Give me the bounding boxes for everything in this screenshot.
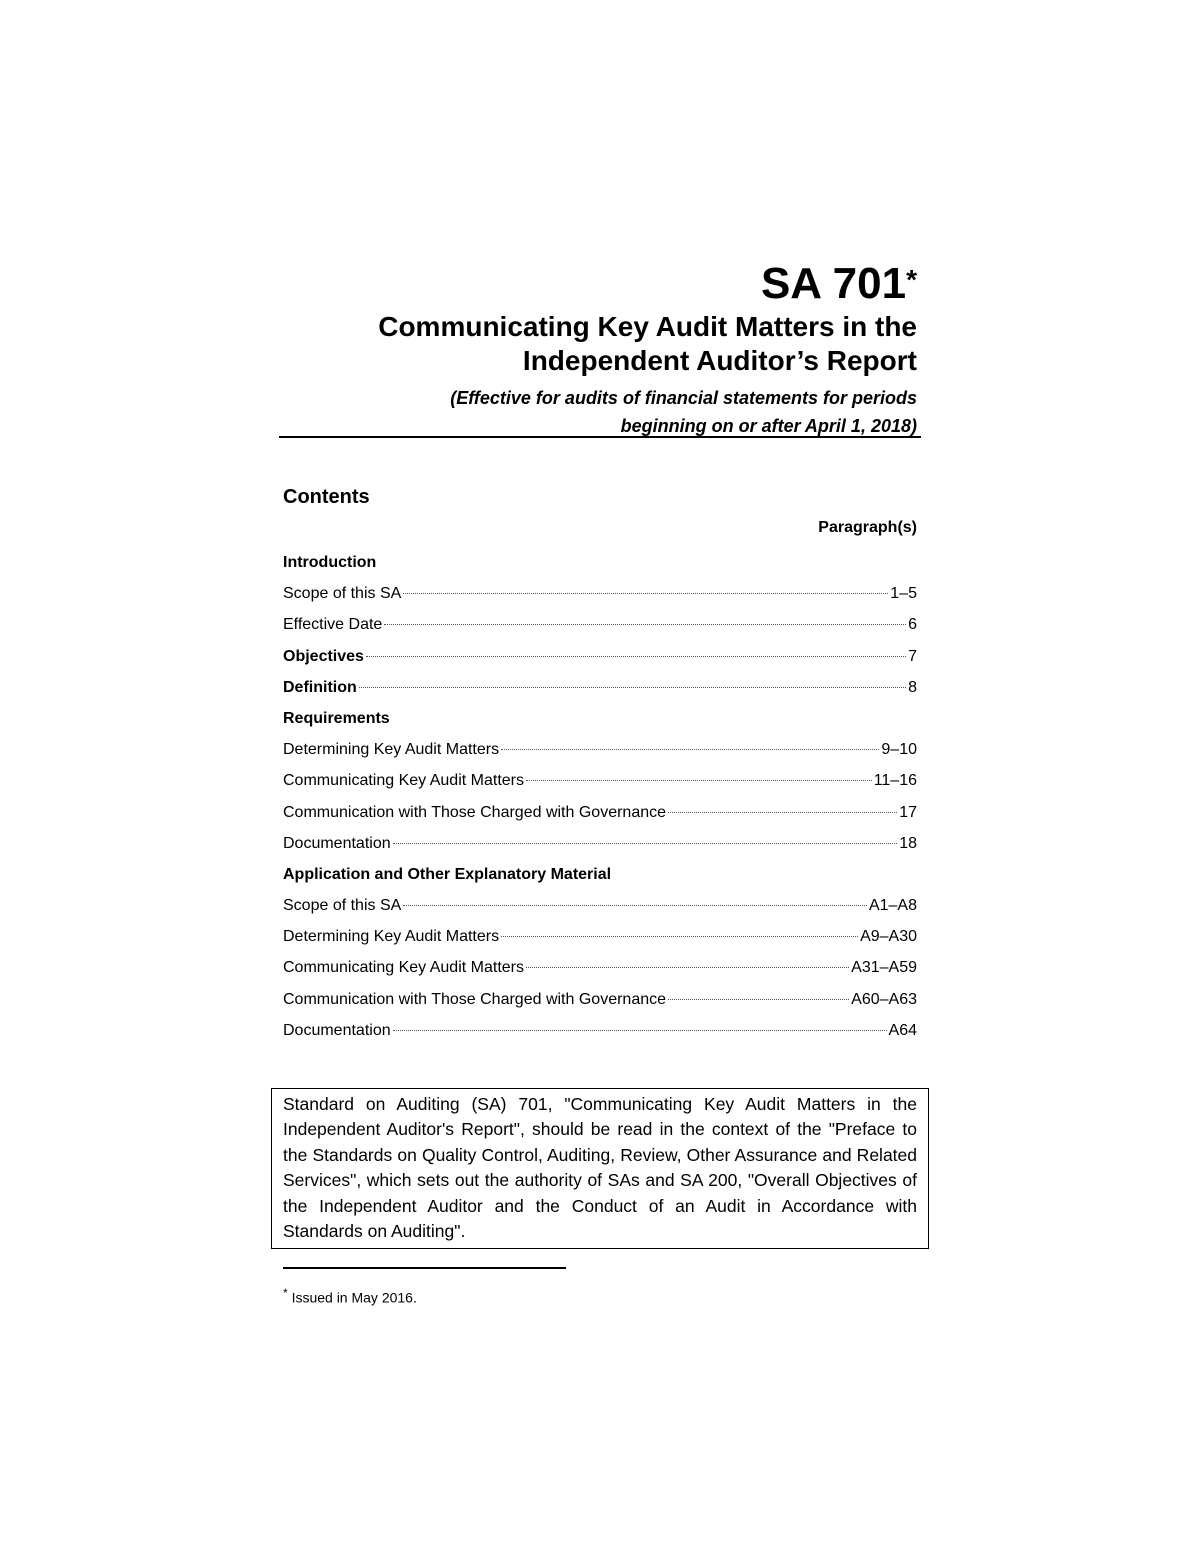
toc-entry-label: Effective Date: [283, 616, 383, 634]
header-rule: [279, 436, 921, 438]
toc-section-heading[interactable]: [283, 549, 917, 580]
toc-entry-label: Application and Other Explanatory Material: [283, 865, 612, 883]
toc-entry[interactable]: [283, 799, 917, 830]
toc-entry[interactable]: [283, 892, 917, 923]
toc-entry-label: Determining Key Audit Matters: [283, 741, 500, 759]
dot-leader: [366, 656, 906, 657]
toc-entry[interactable]: [283, 736, 917, 767]
toc-entry[interactable]: [283, 1017, 917, 1048]
toc-entry-label: Communication with Those Charged with Governance: [283, 803, 667, 821]
dot-leader: [359, 687, 906, 688]
toc-entry-paragraphs: A9–A30: [860, 928, 917, 946]
toc-entry-paragraphs: 11–16: [873, 772, 917, 790]
effective-line-1: (Effective for audits of financial statements for periods: [450, 388, 917, 408]
toc-entry-label: Scope of this SA: [283, 585, 402, 603]
footnote: [283, 1286, 417, 1306]
effective-line-2: beginning on or after April 1, 2018): [620, 416, 917, 436]
dot-leader: [501, 936, 858, 937]
toc-entry-paragraphs: A1–A8: [868, 897, 917, 915]
toc-entry-label: Documentation: [283, 834, 391, 852]
toc-entry-label: Communicating Key Audit Matters: [283, 772, 524, 790]
toc-entry[interactable]: [283, 954, 917, 985]
footnote-text: Issued in May 2016.: [291, 1289, 417, 1306]
document-title: [279, 310, 917, 378]
toc-entry[interactable]: [283, 923, 917, 954]
toc-entry-label: Objectives: [283, 647, 364, 665]
toc-entry-paragraphs: 1–5: [890, 585, 917, 603]
contents-heading: Contents: [283, 486, 370, 508]
toc-entry-paragraphs: 7: [908, 647, 917, 665]
toc-entry-label: Documentation: [283, 1021, 391, 1039]
footnote-marker: *: [283, 1286, 288, 1300]
standard-code: [279, 256, 917, 312]
toc-entry[interactable]: [283, 986, 917, 1017]
dot-leader: [403, 593, 888, 594]
toc-entry-label: Communicating Key Audit Matters: [283, 959, 524, 977]
toc-entry-paragraphs: 18: [899, 834, 917, 852]
toc-entry-paragraphs: A60–A63: [851, 990, 917, 1008]
toc-entry-label: Requirements: [283, 709, 390, 727]
paragraphs-column-label: Paragraph(s): [818, 519, 917, 536]
toc-entry-paragraphs: 17: [899, 803, 917, 821]
toc-entry-label: Definition: [283, 678, 357, 696]
toc-entry[interactable]: [283, 580, 917, 611]
toc-entry-paragraphs: A31–A59: [851, 959, 917, 977]
dot-leader: [393, 843, 898, 844]
toc-entry-label: Introduction: [283, 554, 377, 571]
toc-entry-label: Determining Key Audit Matters: [283, 928, 500, 946]
dot-leader: [668, 999, 849, 1000]
dot-leader: [384, 624, 906, 625]
dot-leader: [393, 1030, 887, 1031]
toc-entry[interactable]: [283, 674, 917, 705]
toc-entry-label: Scope of this SA: [283, 897, 402, 915]
footnote-marker: *: [906, 264, 917, 295]
toc-section-heading[interactable]: [283, 705, 917, 736]
toc-entry-paragraphs: 9–10: [881, 741, 917, 759]
footnote-rule: [283, 1267, 566, 1269]
toc-entry-paragraphs: 8: [908, 678, 917, 696]
toc-entry[interactable]: [283, 611, 917, 642]
title-line-2: Independent Auditor’s Report: [522, 345, 917, 376]
toc-entry[interactable]: [283, 830, 917, 861]
dot-leader: [501, 749, 879, 750]
table-of-contents: [283, 549, 917, 1048]
dot-leader: [526, 780, 872, 781]
title-line-1: Communicating Key Audit Matters in the: [378, 311, 917, 342]
notice-box: Standard on Auditing (SA) 701, "Communicating Key Audit Matters in the Independent Auditor's Report", should be read in the context of the "Preface to the Standards on Quality Control, Auditing, Review, Other Assurance and Related Services", which sets out the authority of SAs and SA 200, "Overall Objectives of the Independent Auditor and the Conduct of an Audit in Accordance with Standards on Auditing".: [271, 1088, 929, 1249]
toc-entry[interactable]: [283, 767, 917, 798]
toc-entry[interactable]: [283, 643, 917, 674]
toc-entry-label: Communication with Those Charged with Governance: [283, 990, 667, 1008]
code-text: SA 701: [760, 259, 907, 308]
dot-leader: [403, 905, 867, 906]
toc-section-heading[interactable]: [283, 861, 917, 892]
dot-leader: [526, 967, 849, 968]
toc-entry-paragraphs: 6: [908, 616, 917, 634]
dot-leader: [668, 812, 897, 813]
toc-entry-paragraphs: A64: [888, 1021, 917, 1039]
effective-note: [279, 384, 917, 440]
